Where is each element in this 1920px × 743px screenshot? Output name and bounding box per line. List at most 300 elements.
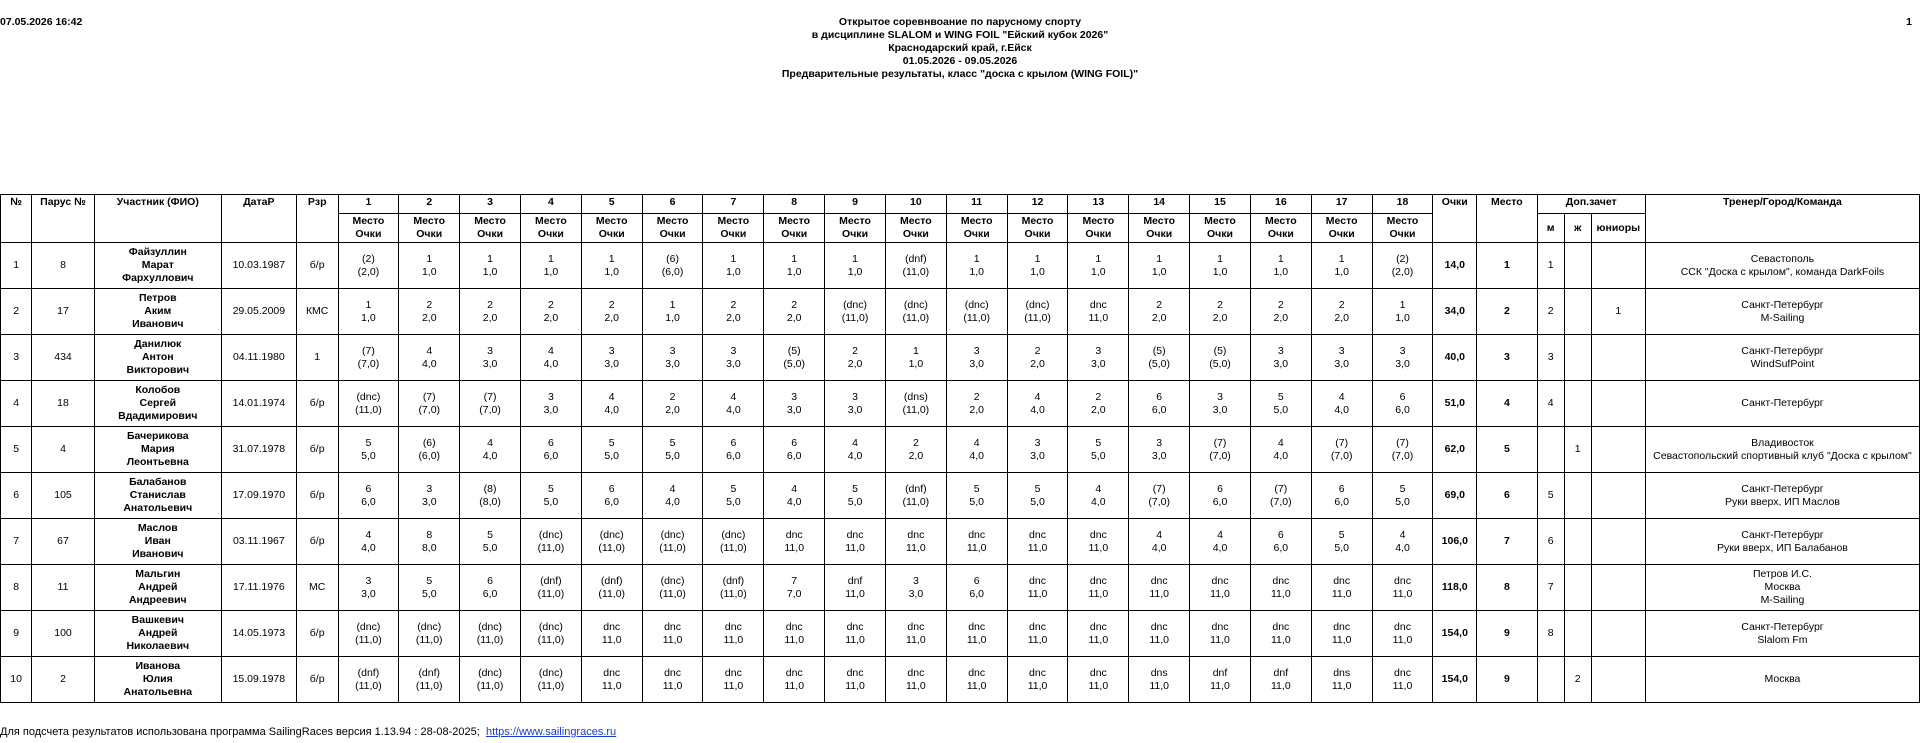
race-result	[581, 473, 642, 519]
race-result	[946, 335, 1007, 381]
race-result-line: 1	[852, 252, 858, 265]
race-result-line: dnc	[1150, 620, 1168, 633]
sport-rank: б/р	[296, 381, 338, 427]
race-result-line: 4,0	[969, 449, 984, 462]
race-result	[1250, 519, 1311, 565]
race-result-line: (11,0)	[415, 633, 443, 646]
col-header-race-11: 11	[946, 195, 1007, 214]
race-result-line: 1,0	[1334, 265, 1349, 278]
race-result-line: 11,0	[784, 541, 805, 554]
participant-name-line: Аким	[144, 305, 172, 317]
race-result	[1372, 381, 1433, 427]
race-result	[338, 657, 399, 703]
race-result-line: (11,0)	[902, 403, 930, 416]
subheader-place-label: Место	[839, 215, 871, 227]
race-result-line: dnc	[1029, 528, 1046, 541]
race-result-line: dnc	[1089, 528, 1107, 541]
participant-name	[94, 657, 221, 703]
race-result	[1068, 427, 1129, 473]
subheader-place-label: Место	[535, 215, 567, 227]
race-result-line: 11,0	[662, 679, 683, 692]
race-result-line: 6	[547, 436, 554, 449]
race-result	[764, 611, 825, 657]
dop-zh-place	[1564, 519, 1591, 565]
dop-m-place: 1	[1537, 243, 1564, 289]
race-result-line: 5,0	[726, 495, 741, 508]
race-result-line: (dnc)	[356, 620, 381, 633]
race-result-line: (dnc)	[599, 528, 624, 541]
race-result	[1068, 335, 1129, 381]
race-result-line: 4	[669, 482, 676, 495]
total-points: 34,0	[1433, 289, 1477, 335]
race-result-line: 5	[669, 436, 676, 449]
race-result-line: 6,0	[361, 495, 376, 508]
race-result-line: dnf	[847, 574, 863, 587]
race-result-line: 3	[669, 344, 676, 357]
birth-date: 14.05.1973	[221, 611, 296, 657]
race-result-line: 2	[791, 298, 798, 311]
participant-name-line: Колобов	[135, 384, 181, 396]
sail-number: 4	[32, 427, 95, 473]
race-result-line: 3	[1034, 436, 1041, 449]
race-result-line: (11,0)	[902, 495, 930, 508]
race-result-line: 6,0	[1273, 541, 1289, 554]
race-result	[399, 565, 460, 611]
race-result-line: (11,0)	[598, 541, 626, 554]
dop-m-place	[1537, 657, 1564, 703]
race-result-line: 8	[426, 528, 433, 541]
race-result	[1068, 473, 1129, 519]
race-result-line: 2	[852, 344, 858, 357]
race-result	[825, 519, 886, 565]
race-result-line: 6	[730, 436, 737, 449]
race-result	[338, 611, 399, 657]
col-subheader-race-14	[1129, 214, 1190, 243]
race-result-line: 4,0	[421, 357, 437, 370]
race-result-line: 4,0	[726, 403, 741, 416]
coach-city-team	[1645, 289, 1919, 335]
race-result-line: 4	[1095, 482, 1102, 495]
race-result	[399, 335, 460, 381]
race-result-line: 1	[547, 252, 554, 265]
table-row	[1, 611, 1920, 657]
birth-date: 15.09.1978	[221, 657, 296, 703]
participant-name-line: Фархуллович	[122, 272, 194, 284]
sail-number: 67	[32, 519, 95, 565]
race-result	[1129, 335, 1190, 381]
race-result-line: 2	[669, 390, 676, 403]
race-result-line: dnc	[1272, 620, 1290, 633]
participant-name-line: Анатольевна	[123, 686, 193, 698]
sailingraces-link[interactable]: https://www.sailingraces.ru	[485, 726, 617, 738]
race-result-line: 5,0	[1273, 403, 1289, 416]
race-result-line: 1,0	[908, 357, 924, 370]
col-header-race-12: 12	[1007, 195, 1068, 214]
race-result	[1007, 427, 1068, 473]
race-result	[581, 657, 642, 703]
race-result	[825, 427, 886, 473]
col-subheader-race-7	[703, 214, 764, 243]
participant-name-line: Маслов	[137, 522, 178, 534]
coach-city-team	[1645, 335, 1919, 381]
col-header-race-18: 18	[1372, 195, 1433, 214]
col-subheader-race-9	[825, 214, 886, 243]
race-result-line: (11,0)	[537, 633, 565, 646]
race-result-line: (dnc)	[660, 574, 685, 587]
race-result-line: 4	[547, 344, 554, 357]
race-result-line: 3	[1399, 344, 1406, 357]
col-header-race-9: 9	[825, 195, 886, 214]
race-result	[520, 519, 581, 565]
race-result-line: (dnc)	[721, 528, 746, 541]
dop-zh-place: 1	[1564, 427, 1591, 473]
race-result-line: (dnf)	[357, 666, 380, 679]
participant-name-line: Петров	[138, 292, 177, 304]
race-result	[642, 657, 703, 703]
row-number: 7	[1, 519, 32, 565]
race-result	[338, 473, 399, 519]
dop-zh-place	[1564, 289, 1591, 335]
coach-line: M-Sailing	[1760, 594, 1805, 606]
race-result	[1007, 335, 1068, 381]
race-result	[946, 427, 1007, 473]
subheader-points-label: Очки	[781, 228, 808, 240]
race-result-line: (7)	[361, 344, 375, 357]
race-result	[946, 473, 1007, 519]
page-number: 1	[1906, 16, 1912, 28]
race-result-line: (8,0)	[479, 495, 501, 508]
col-header-race-15: 15	[1190, 195, 1251, 214]
race-result-line: 5,0	[421, 587, 437, 600]
final-place: 8	[1477, 565, 1537, 611]
race-result-line: (5)	[1213, 344, 1227, 357]
race-result-line: 1	[487, 252, 493, 265]
race-result	[885, 611, 946, 657]
col-header-dob: ДатаР	[221, 195, 296, 243]
race-result	[825, 243, 886, 289]
race-result-line: 1,0	[847, 265, 863, 278]
footer-text: Для подсчета результатов использована программа SailingRaces версия 1.13.94 : 28-08-2025;	[0, 726, 480, 738]
race-result-line: 3	[730, 344, 737, 357]
race-result	[885, 473, 946, 519]
sail-number: 105	[32, 473, 95, 519]
race-result-line: 11,0	[1088, 633, 1109, 646]
race-result-line: 3,0	[361, 587, 376, 600]
race-result-line: 2,0	[1334, 311, 1349, 324]
race-result-line: 3,0	[726, 357, 741, 370]
dop-zh-place	[1564, 381, 1591, 427]
participant-name-line: Вдадимирович	[118, 410, 198, 422]
race-result-line: (dnc)	[843, 298, 867, 311]
birth-date: 04.11.1980	[221, 335, 296, 381]
race-result	[1372, 565, 1433, 611]
coach-line: Slalom Fm	[1757, 633, 1808, 646]
race-result-line: dnc	[664, 620, 682, 633]
race-result-line: 4	[1277, 436, 1284, 449]
race-result	[338, 289, 399, 335]
total-points: 154,0	[1433, 611, 1477, 657]
race-result	[825, 473, 886, 519]
race-result-line: 3,0	[421, 495, 437, 508]
race-result	[460, 519, 521, 565]
race-result-line: 1	[973, 252, 980, 265]
race-result-line: dnf	[1273, 666, 1289, 679]
race-result	[946, 243, 1007, 289]
col-subheader-race-2	[399, 214, 460, 243]
race-result-line: 6,0	[969, 587, 984, 600]
col-header-race-7: 7	[703, 195, 764, 214]
race-result	[1250, 611, 1311, 657]
col-header-race-6: 6	[642, 195, 703, 214]
col-subheader-race-6	[642, 214, 703, 243]
race-result	[946, 289, 1007, 335]
race-result-line: 7	[791, 574, 798, 587]
race-result-line: (dns)	[903, 390, 928, 403]
race-result	[1068, 565, 1129, 611]
race-result-line: 4	[730, 390, 737, 403]
race-result-line: 5	[1034, 482, 1041, 495]
sport-rank: б/р	[296, 611, 338, 657]
table-row	[1, 519, 1920, 565]
col-header-place: Место	[1477, 195, 1537, 243]
race-result-line: 3,0	[482, 357, 498, 370]
race-result	[581, 289, 642, 335]
col-header-race-17: 17	[1311, 195, 1372, 214]
race-result-line: (7,0)	[479, 403, 501, 416]
race-result-line: 2	[487, 298, 493, 311]
race-result-line: dnc	[724, 666, 742, 679]
race-result-line: (11,0)	[537, 587, 565, 600]
sport-rank: 1	[296, 335, 338, 381]
race-result-line: 2,0	[1091, 403, 1106, 416]
race-result-line: 2,0	[421, 311, 437, 324]
race-result-line: 11,0	[1392, 679, 1413, 692]
race-result	[764, 335, 825, 381]
race-result-line: (11,0)	[963, 311, 991, 324]
race-result-line: 5	[365, 436, 372, 449]
race-result-line: 6	[1338, 482, 1345, 495]
race-result	[764, 519, 825, 565]
race-result-line: (11,0)	[415, 679, 443, 692]
total-points: 154,0	[1433, 657, 1477, 703]
race-result-line: 3,0	[1273, 357, 1289, 370]
footer	[0, 726, 616, 738]
race-result-line: 11,0	[1088, 311, 1109, 324]
race-result	[520, 473, 581, 519]
table-row	[1, 427, 1920, 473]
race-result	[703, 427, 764, 473]
race-result-line: (dnf)	[722, 574, 745, 587]
race-result-line: 6,0	[543, 449, 559, 462]
coach-line: Севастополь	[1750, 252, 1815, 265]
race-result-line: 5	[547, 482, 554, 495]
participant-name-line: Леонтьевна	[126, 456, 189, 468]
race-result	[703, 473, 764, 519]
race-result-line: 3,0	[1030, 449, 1045, 462]
race-result	[1372, 289, 1433, 335]
race-result-line: 2	[1338, 298, 1345, 311]
row-number: 10	[1, 657, 32, 703]
race-result	[946, 519, 1007, 565]
race-result-line: 4	[487, 436, 493, 449]
participant-name-line: Бачерикова	[126, 430, 189, 442]
participant-name-line: Мария	[140, 443, 175, 455]
race-result-line: 2,0	[847, 357, 863, 370]
race-result-line: 1,0	[969, 265, 984, 278]
race-result	[1372, 611, 1433, 657]
coach-city-team	[1645, 427, 1919, 473]
race-result	[460, 289, 521, 335]
race-result-line: dnc	[603, 620, 621, 633]
race-result	[1007, 565, 1068, 611]
race-result-line: (7,0)	[1270, 495, 1292, 508]
total-points: 69,0	[1433, 473, 1477, 519]
race-result-line: (5)	[787, 344, 801, 357]
race-result	[1190, 565, 1251, 611]
race-result	[1311, 335, 1372, 381]
participant-name-line: Иванович	[132, 318, 184, 330]
race-result-line: 11,0	[1088, 679, 1109, 692]
participant-name	[94, 519, 221, 565]
race-result-line: 2,0	[1151, 311, 1167, 324]
title-line-3: Краснодарский край, г.Ейск	[888, 42, 1032, 54]
race-result-line: 1	[1217, 252, 1223, 265]
race-result-line: (11,0)	[659, 541, 686, 554]
race-result	[520, 381, 581, 427]
participant-name	[94, 289, 221, 335]
race-result-line: 11,0	[1392, 587, 1413, 600]
race-result	[399, 289, 460, 335]
subheader-points-label: Очки	[1389, 228, 1416, 240]
race-result-line: (11,0)	[355, 403, 382, 416]
race-result	[1129, 381, 1190, 427]
race-result-line: 4,0	[1334, 403, 1349, 416]
race-result-line: 4	[1338, 390, 1345, 403]
document-title	[0, 16, 1920, 81]
race-result-line: 1	[426, 252, 433, 265]
participant-name-line: Станислав	[129, 489, 186, 501]
participant-name	[94, 381, 221, 427]
race-result	[1007, 381, 1068, 427]
coach-line: Севастопольский спортивный клуб "Доска с крылом"	[1653, 449, 1912, 462]
subheader-points-label: Очки	[902, 228, 929, 240]
col-header-dop-zh: ж	[1564, 214, 1591, 243]
race-result-line: 11,0	[1210, 633, 1230, 646]
race-result-line: 11,0	[1210, 587, 1230, 600]
race-result	[825, 381, 886, 427]
race-result-line: (11,0)	[902, 265, 930, 278]
race-result-line: 5,0	[482, 541, 498, 554]
race-result	[642, 473, 703, 519]
race-result	[642, 565, 703, 611]
col-header-sail: Парус №	[32, 195, 95, 243]
race-result-line: (2,0)	[357, 265, 380, 278]
col-subheader-race-8	[764, 214, 825, 243]
race-result	[1311, 243, 1372, 289]
race-result	[338, 335, 399, 381]
final-place: 3	[1477, 335, 1537, 381]
race-result	[520, 657, 581, 703]
race-result-line: 2,0	[665, 403, 680, 416]
race-result	[581, 427, 642, 473]
race-result	[1250, 565, 1311, 611]
race-result-line: 3,0	[604, 357, 620, 370]
race-result-line: (dnc)	[538, 666, 563, 679]
race-result	[946, 657, 1007, 703]
col-header-dop: Доп.зачет	[1537, 195, 1645, 214]
race-result-line: 5	[730, 482, 737, 495]
col-subheader-race-11	[946, 214, 1007, 243]
race-result-line: 5	[973, 482, 980, 495]
race-result-line: 6,0	[1395, 403, 1410, 416]
participant-name	[94, 427, 221, 473]
race-result-line: 5,0	[969, 495, 984, 508]
race-result-line: 1,0	[361, 311, 376, 324]
race-result	[1007, 611, 1068, 657]
race-result-line: 1,0	[543, 265, 559, 278]
race-result-line: 2,0	[543, 311, 559, 324]
race-result-line: 11,0	[784, 679, 805, 692]
dop-junior-place	[1591, 611, 1645, 657]
race-result	[520, 335, 581, 381]
race-result	[1007, 473, 1068, 519]
race-result	[338, 565, 399, 611]
race-result-line: (7,0)	[357, 357, 380, 370]
race-result-line: (5)	[1152, 344, 1166, 357]
race-result-line: (dnf)	[600, 574, 623, 587]
table-row	[1, 381, 1920, 427]
race-result-line: dnf	[1212, 666, 1228, 679]
race-result-line: (7)	[1213, 436, 1227, 449]
race-result	[1250, 657, 1311, 703]
col-header-race-13: 13	[1068, 195, 1129, 214]
race-result	[581, 519, 642, 565]
race-result	[1129, 427, 1190, 473]
race-result-line: 2	[1156, 298, 1163, 311]
race-result-line: 2	[730, 298, 737, 311]
race-result	[1129, 565, 1190, 611]
coach-line: ССК "Доска с крылом", команда DarkFoils	[1680, 265, 1885, 278]
dop-junior-place	[1591, 381, 1645, 427]
race-result-line: 11,0	[845, 541, 865, 554]
race-result	[399, 427, 460, 473]
race-result-line: (11,0)	[841, 311, 869, 324]
total-points: 62,0	[1433, 427, 1477, 473]
race-result-line: 11,0	[1027, 587, 1048, 600]
race-result-line: 1,0	[1273, 265, 1289, 278]
sail-number: 18	[32, 381, 95, 427]
title-line-4: 01.05.2026 - 09.05.2026	[902, 55, 1018, 67]
subheader-points-label: Очки	[720, 228, 747, 240]
participant-name-line: Анатольевич	[123, 502, 193, 514]
race-result-line: 2,0	[1030, 357, 1045, 370]
race-result-line: 6	[791, 436, 798, 449]
race-result-line: 2	[1034, 344, 1041, 357]
race-result-line: 4	[426, 344, 433, 357]
race-result-line: 5	[487, 528, 493, 541]
results-table	[0, 194, 1920, 703]
race-result-line: dns	[1333, 666, 1351, 679]
row-number: 1	[1, 243, 32, 289]
table-row	[1, 473, 1920, 519]
race-result-line: 11,0	[906, 541, 926, 554]
dop-zh-place	[1564, 565, 1591, 611]
race-result-line: (dnc)	[417, 620, 442, 633]
race-result	[1250, 473, 1311, 519]
race-result-line: 11,0	[1331, 587, 1352, 600]
col-subheader-race-10	[885, 214, 946, 243]
sport-rank: б/р	[296, 657, 338, 703]
